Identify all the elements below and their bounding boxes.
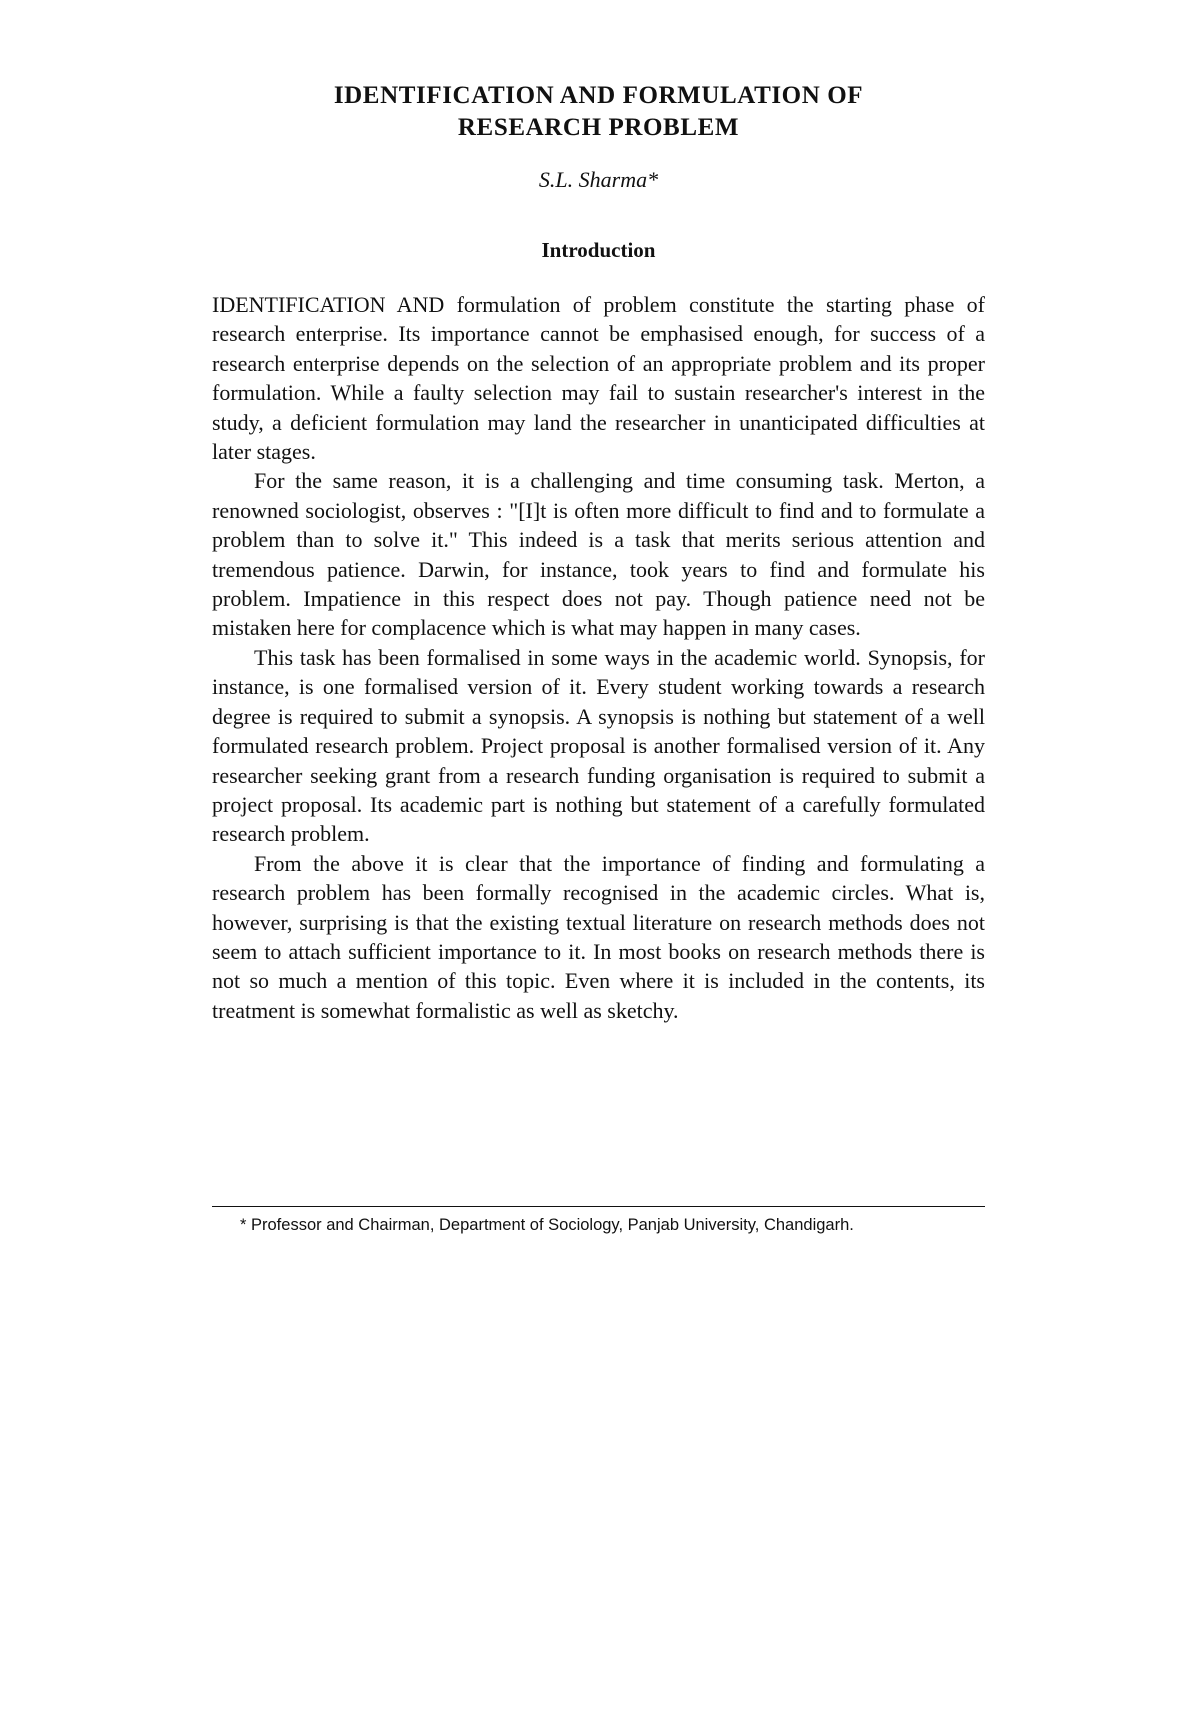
article-title — [212, 80, 985, 144]
section-heading: Introduction — [541, 238, 656, 262]
paragraph-1: IDENTIFICATION AND formulation of problem constitute the starting phase of research enterprise. Its importance cannot be emphasised enough, for success of a research enterprise depends on the selection of an appropriate problem and its proper formulation. While a faulty selection may fail to sustain researcher's interest in the study, a deficient formulation may land the researcher in unanticipated difficulties at later stages. — [212, 292, 985, 465]
paragraph-3: This task has been formalised in some ways in the academic world. Synopsis, for instance, is one formalised version of it. Every student working towards a research degree is required to submit a synopsis. A synopsis is nothing but statement of a well formulated research problem. Project proposal is another formalised version of it. Any researcher seeking grant from a research funding organisation is required to submit a project proposal. Its academic part is nothing but statement of a carefully formulated research problem. — [212, 644, 985, 847]
footnote-divider — [212, 1206, 985, 1207]
author-name: S.L. Sharma* — [538, 167, 659, 192]
footnote: * Professor and Chairman, Department of Sociology, Panjab University, Chandigarh. — [240, 1216, 854, 1234]
body-text — [212, 290, 985, 1025]
title-line-1: IDENTIFICATION AND FORMULATION OF — [333, 82, 864, 109]
title-line-2: RESEARCH PROBLEM — [457, 114, 740, 141]
article — [212, 80, 985, 1025]
paragraph-2: For the same reason, it is a challenging and time consuming task. Merton, a renowned sociologist, observes : "[I]t is often more difficult to find and to formulate a problem than to solve it." This indeed is a task that merits serious attention and tremendous patience. Darwin, for instance, took years to find and formulate his problem. Impatience in this respect does not pay. Though patience need not be mistaken here for complacence which is what may happen in many cases. — [212, 468, 985, 641]
paragraph-4: From the above it is clear that the importance of finding and formulating a research problem has been formally recognised in the academic circles. What is, however, surprising is that the existing textual literature on research methods does not seem to attach sufficient importance to it. In most books on research methods there is not so much a mention of this topic. Even where it is included in the contents, its treatment is somewhat formalistic as well as sketchy. — [212, 850, 985, 1023]
